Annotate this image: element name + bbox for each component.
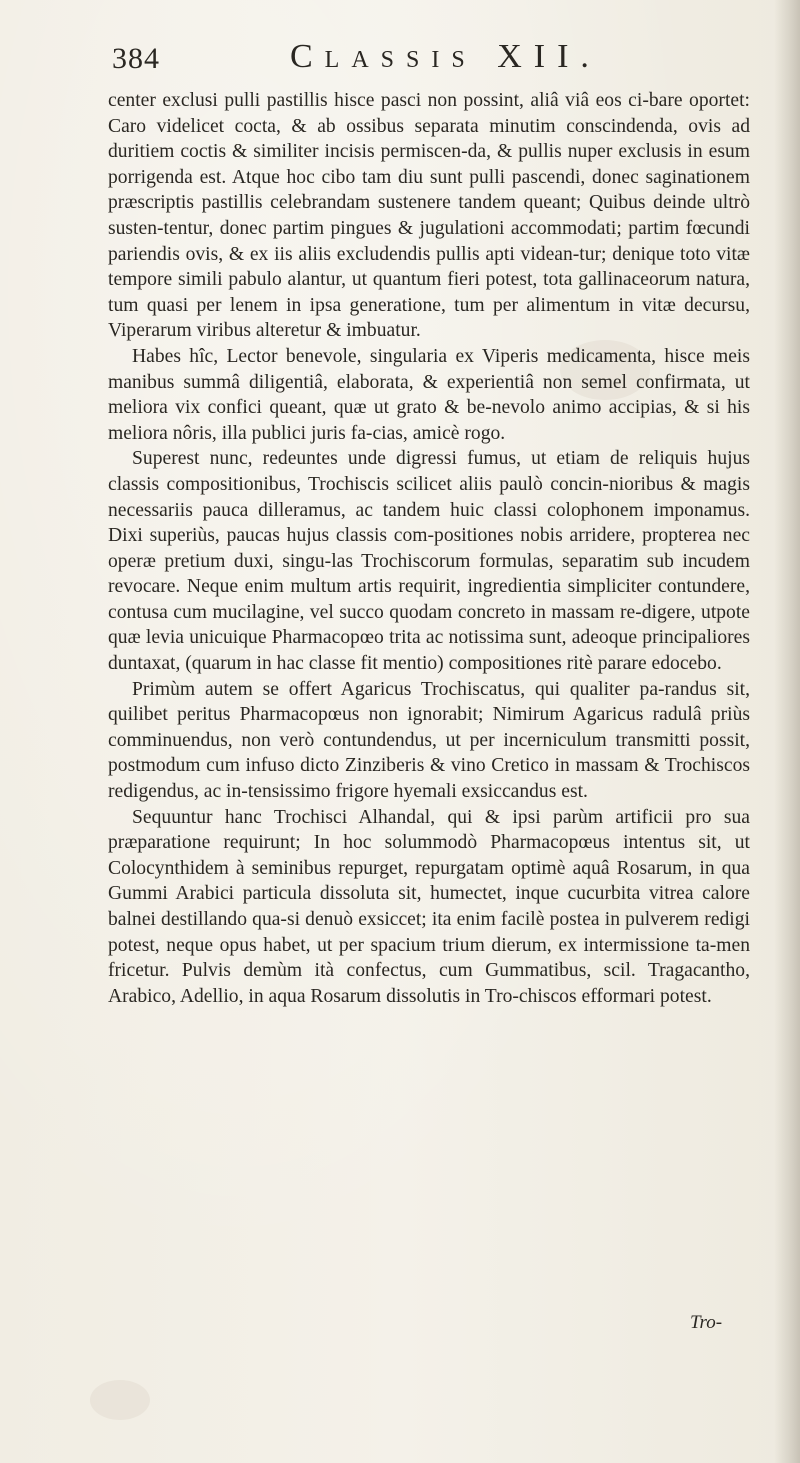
- page-number: 384: [112, 42, 160, 75]
- running-head: Classis XII.: [290, 38, 601, 75]
- page-header: [112, 38, 732, 84]
- page-edge-shadow: [774, 0, 800, 1463]
- paragraph: Habes hîc, Lector benevole, singularia ex Viperis medicamenta, hisce meis manibus summâ diligentiâ, elaborata, & experientiâ non semel confirmata, ut meliora vix confici queant, quæ ut grato & be-nevolo animo accipias, & si his meliora nôris, illa publici juris fa-cias, amicè rogo.: [108, 345, 750, 444]
- paragraph: Primùm autem se offert Agaricus Trochiscatus, qui qualiter pa-randus sit, quilibet peritus Pharmacopœus non ignorabit; Nimirum Agaricus radulâ priùs comminuendus, non verò contundendus, ut per incerniculum transmitti possit, postmodum cum infuso dicto Zinziberis & vino Cretico in massam & Trochiscos redigendus, ac in-tensissimo frigore hyemali exsiccandus est.: [108, 678, 750, 803]
- paragraph: Superest nunc, redeuntes unde digressi fumus, ut etiam de reliquis hujus classis compositionibus, Trochiscis scilicet aliis paulò concin-nioribus & magis necessariis pauca dilleramus, ac tandem huic classi colophonem imponamus. Dixi superiùs, paucas hujus classis com-positiones nobis arridere, propterea nec operæ pretium duxi, singu-las Trochiscorum formulas, separatim sub incudem revocare. Neque enim multum artis requirit, ingredientia simpliciter contundere, contusa cum mucilagine, vel succo quodam concreto in massam re-digere, utpote quæ levia unicuique Pharmacopœo trita ac notissima sunt, adeoque principaliores duntaxat, (quarum in hac classe fit mentio) compositiones ritè parare edocebo.: [108, 448, 750, 675]
- body-text: [108, 88, 750, 1009]
- paragraph: Sequuntur hanc Trochisci Alhandal, qui & ipsi parùm artificii pro sua præparatione requirunt; In hoc solummodò Pharmacopœus intentus sit, ut Colocynthidem à seminibus repurget, repurgatam optimè aquâ Rosarum, in qua Gummi Arabici particula dissoluta sit, humectet, inque cucurbita vitrea calore balnei destillando qua-si denuò exsiccet; ita enim facilè postea in pulverem redigi potest, neque opus habet, ut per spacium trium dierum, ex intermissione ta-men fricetur. Pulvis demùm ità confectus, cum Gummatibus, scil. Tragacantho, Arabico, Adellio, in aqua Rosarum dissolutis in Tro-chiscos efformari potest.: [108, 806, 750, 1007]
- paragraph: center exclusi pulli pastillis hisce pasci non possint, aliâ viâ eos ci-bare oportet: Caro videlicet cocta, & ab ossibus separata minutim conscindenda, ovis ad duritiem coctis & similiter incisis permiscen-da, & pullis nuper exclusis in esum porrigenda est. Atque hoc cibo tam diu sunt pulli pascendi, donec saginationem præscriptis pastillis celebrandam sustenere tandem queant; Quibus deinde ultrò susten-tentur, donec partim pingues & jugulationi accommodati; partim fœcundi pariendis ovis, & ex iis aliis excludendis pullis apti videan-tur; denique toto vitæ tempore simili pabulo alantur, ut quantum fieri potest, tota gallinaceorum natura, tum quasi per lenem in ipsa generatione, tum per alimentum in vitæ decursu, Viperarum viribus alteretur & imbuatur.: [108, 90, 750, 342]
- paper-stain: [90, 1380, 150, 1420]
- catchword: Tro-: [690, 1312, 723, 1333]
